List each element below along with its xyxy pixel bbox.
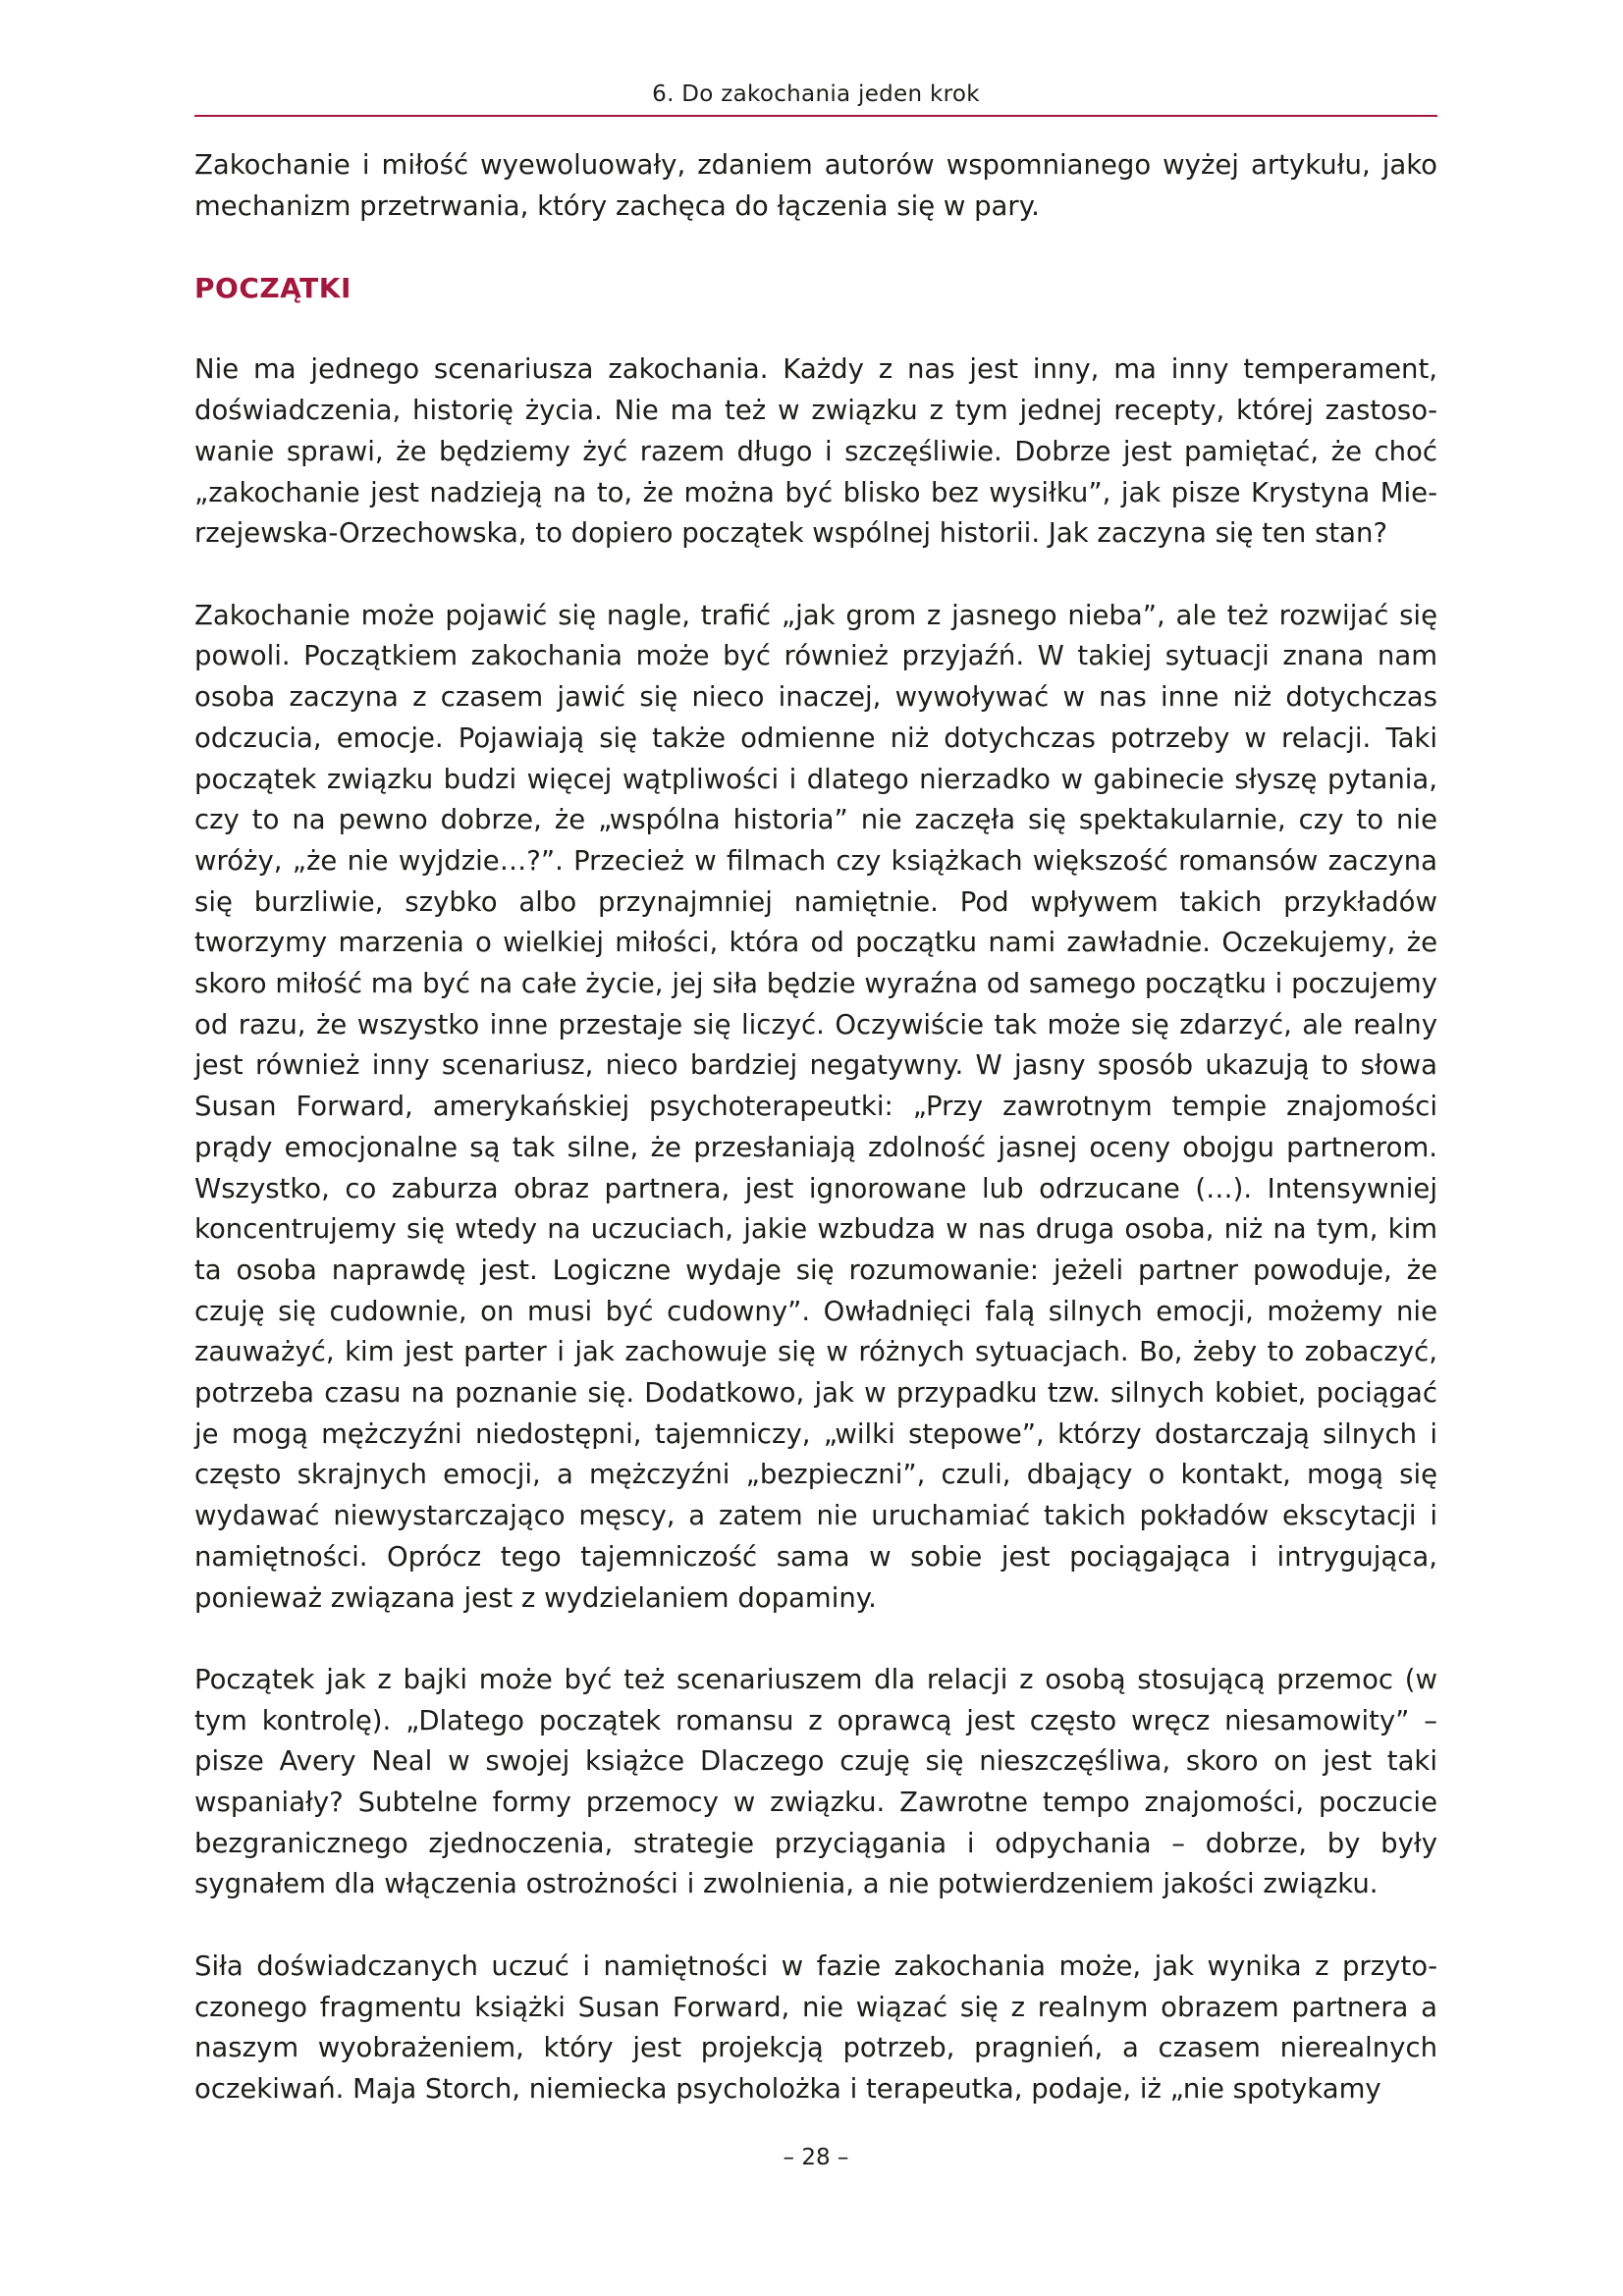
page-body: [194, 145, 1437, 2110]
page-number: – 28 –: [783, 2145, 849, 2170]
body-paragraph-3: Początek jak z bajki może być też scenariuszem dla relacji z osobą stosującą przemoc (w tym kontrolę). „Dlatego początek romansu z oprawcą jest często wręcz niesamowity” – pisze Avery Neal w swojej książce Dlaczego czuję się nieszczęśliwa, skoro on jest taki wspaniały? Subtelne formy przemocy w związku. Zawrotne tempo znajomości, poczucie bezgranicznego zjednoczenia, strategie przyciągania i odpychania – dobrze, by były sygnałem dla włączenia ostrożności i zwolnienia, a nie potwierdzeniem jakości związku.: [194, 1663, 1437, 1900]
running-header: 6. Do zakochania jeden krok: [652, 81, 980, 107]
body-paragraph-1: Nie ma jednego scenariusza zakochania. Każdy z nas jest inny, ma inny temperament, doświadczenia, historię życia. Nie ma też w związku z tym jednej recepty, której zastosowanie sprawi, że będziemy żyć razem długo i szczęśliwie. Dobrze jest pamiętać, że choć „zakochanie jest nadzieją na to, że można być blisko bez wysiłku”, jak pisze Krystyna Mierzejewska-Orzechowska, to dopiero początek wspólnej historii. Jak zaczyna się ten stan?: [194, 353, 1437, 550]
body-paragraph-2: Zakochanie może pojawić się nagle, trafić „jak grom z jasnego nieba”, ale też rozwijać się powoli. Początkiem zakochania może być również przyjaźń. W takiej sytuacji znana nam osoba zaczyna z czasem jawić się nieco inaczej, wywoływać w nas inne niż dotychczas odczucia, emocje. Pojawiają się także odmienne niż dotychczas potrzeby w relacji. Taki początek związku budzi więcej wątpliwości i dlatego nierzadko w gabinecie słyszę pytania, czy to na pewno dobrze, że „wspólna historia” nie zaczęła się spektakularnie, czy to nie wróży, „że nie wyjdzie…?”. Przecież w filmach czy książkach większość romansów zaczyna się burzliwie, szybko albo przynajmniej namiętnie. Pod wpływem takich przykładów tworzymy marzenia o wielkiej miłości, która od początku nami zawładnie. Oczekujemy, że skoro miłość ma być na całe życie, jej siła będzie wyraźna od samego początku i poczujemy od razu, że wszystko inne przestaje się liczyć. Oczywiście tak może się zdarzyć, ale realny jest również inny scenariusz, nieco bardziej negatywny. W jasny sposób ukazują to słowa Susan Forward, amerykańskiej psychoterapeutki: „Przy zawrotnym tempie znajomości prądy emocjonalne są tak silne, że przesłaniają zdolność jasnej oceny obojgu partnerom. Wszystko, co zaburza obraz partnera, jest ignorowane lub odrzucane (…). Intensywniej koncentrujemy się wtedy na uczuciach, jakie wzbudza w nas druga osoba, niż na tym, kim ta osoba naprawdę jest. Logiczne wydaje się rozumowanie: jeżeli partner powoduje, że czuję się cudownie, on musi być cudowny”. Owładnięci falą silnych emocji, możemy nie zauważyć, kim jest parter i jak zachowuje się w różnych sytuacjach. Bo, żeby to zobaczyć, potrzeba czasu na poznanie się. Dodatkowo, jak w przypadku tzw. silnych kobiet, pociągać je mogą mężczyźni niedostępni, tajemniczy, „wilki stepowe”, którzy dostarczają silnych i często skrajnych emocji, a mężczyźni „bezpieczni”, czuli, dbający o kontakt, mogą się wydawać niewystarczająco męscy, a zatem nie uruchamiać takich pokładów ekscytacji i namiętności. Oprócz tego tajemniczość sama w sobie jest pociągająca i intrygująca, ponieważ związana jest z wydzielaniem dopaminy.: [194, 599, 1437, 1614]
header-divider: [194, 115, 1437, 117]
intro-paragraph: Zakochanie i miłość wyewoluowały, zdaniem autorów wspomnianego wyżej artykułu, jako mechanizm przetrwania, który zachęca do łączenia się w pary.: [194, 149, 1437, 222]
section-heading: POCZĄTKI: [194, 272, 352, 305]
body-paragraph-4: Siła doświadczanych uczuć i namiętności w fazie zakochania może, jak wynika z przytoczonego fragmentu książki Susan Forward, nie wiązać się z realnym obrazem partnera a naszym wyobrażeniem, który jest projekcją potrzeb, pragnień, a czasem nierealnych oczekiwań. Maja Storch, niemiecka psycholożka i terapeutka, podaje, iż „nie spotykamy: [194, 1949, 1437, 2105]
